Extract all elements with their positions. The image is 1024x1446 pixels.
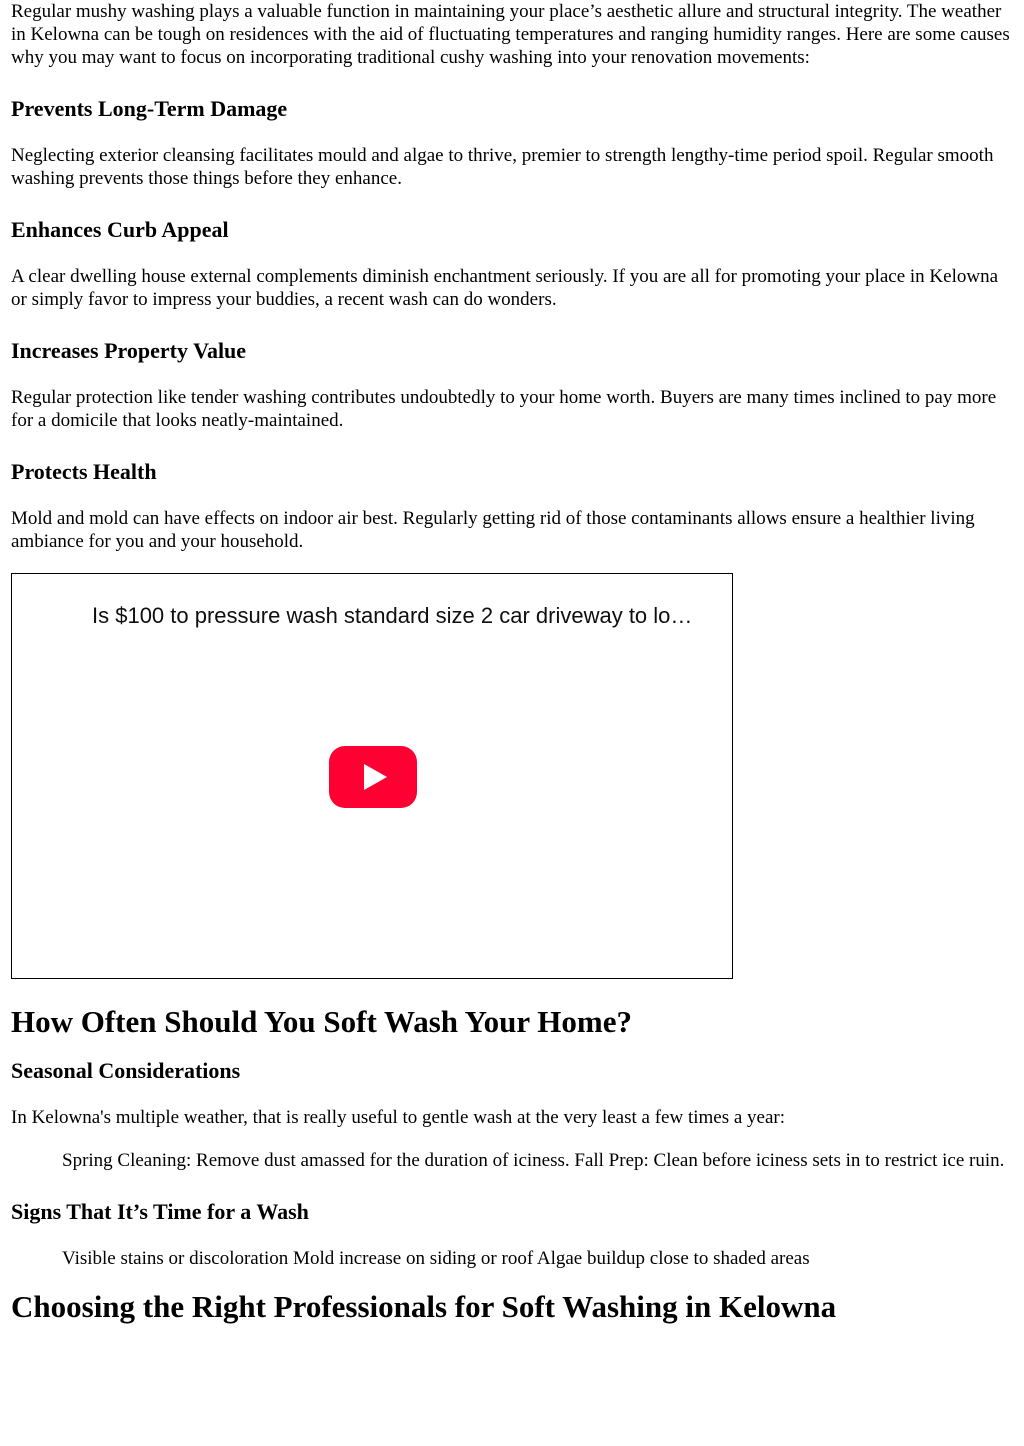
section-paragraph: A clear dwelling house external complements diminish enchantment seriously. If you are all for promoting your place in Kelowna or simply favor to impress your buddies, a recent wash can do wonders. (11, 266, 999, 310)
seasonal-paragraph: In Kelowna's multiple weather, that is really useful to gentle wash at the very least a few times a year: (11, 1107, 786, 1128)
section-paragraph: Neglecting exterior cleansing facilitates mould and algae to thrive, premier to strength lengthy-time period spoil. Regular smooth washing prevents those things before they enhance. (11, 145, 994, 189)
signs-heading: Signs That It’s Time for a Wash (11, 1199, 309, 1224)
section-heading: Prevents Long-Term Damage (11, 96, 288, 121)
section-heading: Enhances Curb Appeal (11, 217, 229, 242)
embedded-video[interactable] (11, 573, 733, 979)
section-protects-health (11, 459, 1013, 553)
section-paragraph: Mold and mold can have effects on indoor air best. Regularly getting rid of those contaminants allows ensure a healthier living ambiance for you and your household. (11, 508, 975, 552)
section-prevents-damage (11, 96, 1013, 190)
seasonal-heading: Seasonal Considerations (11, 1058, 241, 1083)
section-curb-appeal (11, 217, 1013, 311)
section-paragraph: Regular protection like tender washing contributes undoubtedly to your home worth. Buyers are many times inclined to pay more for a domicile that looks neatly-maintained. (11, 387, 997, 431)
choosing-heading: Choosing the Right Professionals for Soft Washing in Kelowna (11, 1289, 837, 1324)
section-heading: Increases Property Value (11, 338, 247, 363)
youtube-play-icon[interactable] (329, 746, 417, 808)
intro-paragraph: Regular mushy washing plays a valuable function in maintaining your place’s aesthetic allure and structural integrity. The weather in Kelowna can be tough on residences with the aid of fluctuating temperatures and ranging humidity ranges. Here are some causes why you may want to focus on incorporating traditional cushy washing into your renovation movements: (11, 1, 1010, 68)
how-often-heading: How Often Should You Soft Wash Your Home? (11, 1004, 632, 1039)
section-property-value (11, 338, 1013, 432)
signs-blockquote: Visible stains or discoloration Mold increase on siding or roof Algae buildup close to shaded areas (62, 1248, 810, 1269)
seasonal-blockquote: Spring Cleaning: Remove dust amassed for the duration of iciness. Fall Prep: Clean before iciness sets in to restrict ice ruin. (62, 1150, 1005, 1171)
video-title[interactable]: Is $100 to pressure wash standard size 2 car driveway to lo… (92, 603, 693, 628)
section-heading: Protects Health (11, 459, 157, 484)
